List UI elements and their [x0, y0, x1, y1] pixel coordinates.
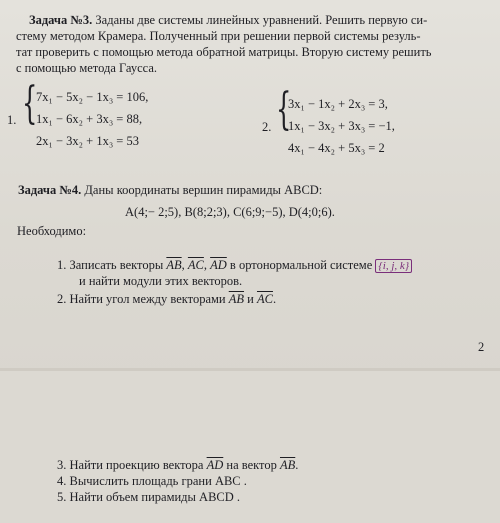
system2-eq2: 1x₁ − 3x₂ + 3x₃ = −1,: [288, 119, 395, 133]
task4-item1: 1. Записать векторы $\overline{AB}$, $\overline{AC}$, $\overline{AD}$ в ортонормальной системе {i, j, k}: [57, 258, 412, 273]
basis-vectors: {i, j, k}: [375, 259, 412, 273]
task4-item3: 3. Найти проекцию вектора $\overline{AD}$ на вектор $\overline{AB}$.: [57, 458, 299, 472]
task4-coordinates: A(4;− 2;5), B(8;2;3), C(6;9;−5), D(4;0;6).: [125, 205, 335, 219]
task4-item2: 2. Найти угол между векторами $\overline{AB}$ и $\overline{AC}$.: [57, 292, 277, 306]
system1-eq1: 7x₁ − 5x₂ − 1x₃ = 106,: [36, 90, 149, 104]
task3-line1: Задача №3. Заданы две системы линейных уравнений. Решить первую си-: [29, 13, 428, 27]
task3-line4: с помощью метода Гаусса.: [16, 61, 158, 75]
system2-brace: {: [276, 84, 292, 135]
task4-item5: 5. Найти объем пирамиды ABCD .: [57, 490, 241, 504]
system1-brace: {: [22, 78, 38, 129]
system2-label: 2.: [262, 120, 272, 134]
task4-need: Необходимо:: [17, 224, 87, 238]
system2-eq1: 3x₁ − 1x₂ + 2x₃ = 3,: [288, 97, 388, 111]
task4-item4: 4. Вычислить площадь грани ABC .: [57, 474, 247, 488]
system2-eq3: 4x₁ − 4x₂ + 5x₃ = 2: [288, 141, 385, 155]
task3-line3: тат проверить с помощью метода обратной матрицы. Вторую систему решить: [16, 45, 432, 59]
system1-eq2: 1x₁ − 6x₂ + 3x₃ = 88,: [36, 112, 143, 126]
task4-item1-cont: и найти модули этих векторов.: [79, 274, 243, 288]
task4-heading: Задача №4. Даны координаты вершин пирамиды ABCD:: [18, 183, 323, 197]
system1-eq3: 2x₁ − 3x₂ + 1x₃ = 53: [36, 134, 139, 148]
task3-line2: стему методом Крамера. Полученный при решении первой системы резуль-: [16, 29, 421, 43]
page-number: 2: [478, 340, 485, 354]
system1-label: 1.: [7, 113, 17, 127]
